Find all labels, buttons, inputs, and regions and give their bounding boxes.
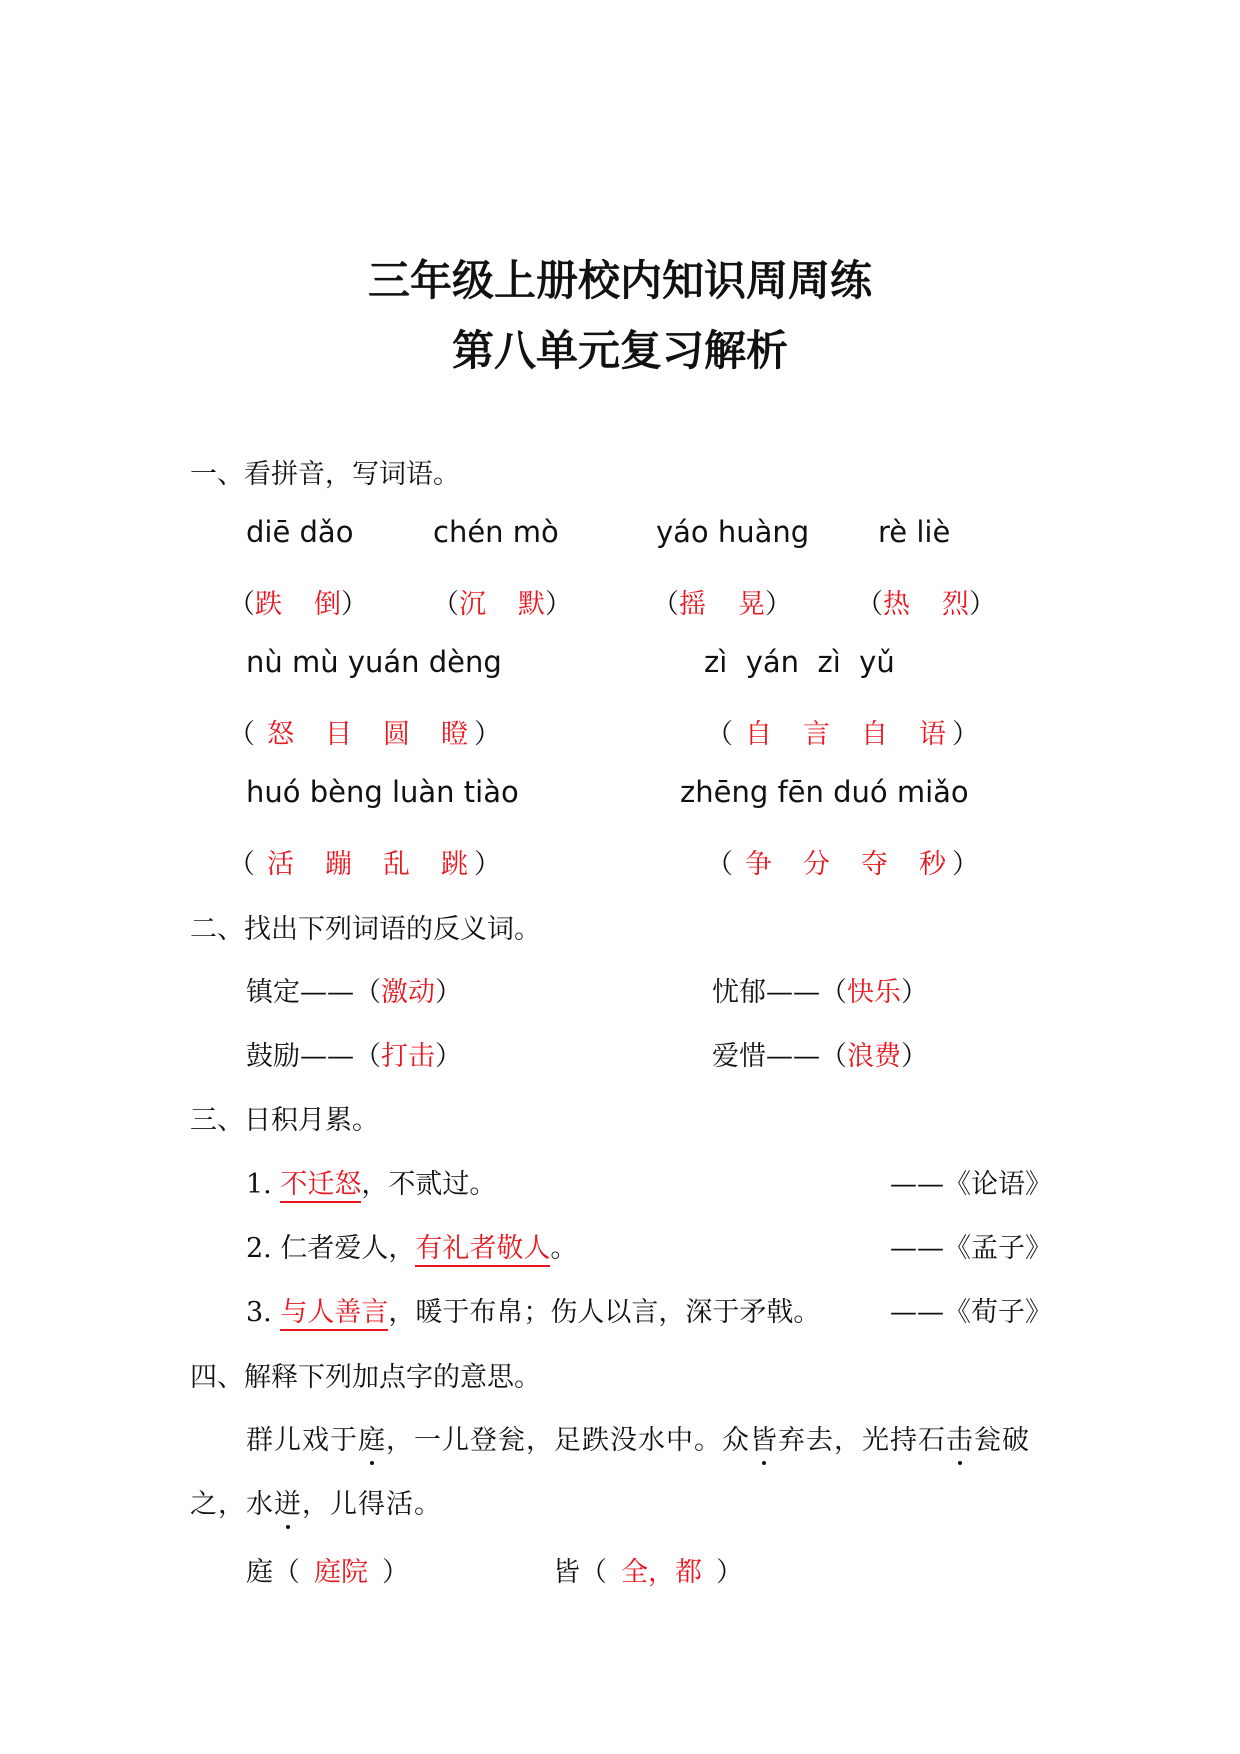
answer-char: 晃	[738, 589, 765, 620]
antonym-word: 镇定——	[246, 977, 354, 1008]
answer-char: 怒	[267, 719, 294, 750]
section4-heading: 四、解释下列加点字的意思。	[190, 1362, 541, 1393]
open-paren: （	[706, 849, 733, 880]
pinyin-4: rè liè	[878, 515, 951, 549]
quote-answer: 不迁怒	[280, 1169, 361, 1203]
answer-char: 秒	[919, 849, 946, 880]
page-subtitle: 第八单元复习解析	[451, 326, 788, 375]
open-paren: （	[706, 719, 733, 750]
pinyin-1: diē dǎo	[246, 515, 354, 549]
close-paren: ）	[435, 1041, 462, 1072]
answer-box-3	[652, 582, 792, 621]
dotted-char: 皆	[750, 1418, 778, 1457]
item-number: 2.	[246, 1233, 272, 1264]
close-paren: ）	[952, 719, 979, 750]
answer-char: 倒	[314, 589, 341, 620]
close-paren: ）	[474, 849, 501, 880]
antonym-pair-3	[246, 1034, 462, 1073]
answer-char: 圆	[383, 719, 410, 750]
answer-box-5	[228, 712, 501, 751]
meaning-2	[553, 1550, 743, 1589]
antonym-word: 忧郁——	[712, 977, 820, 1008]
pinyin-5: nù mù yuán dèng	[246, 645, 502, 679]
open-paren: （	[228, 589, 255, 620]
quote-answer: 与人善言	[280, 1297, 388, 1331]
answer-box-2	[432, 582, 572, 621]
quote-text: 仁者爱人，	[280, 1233, 416, 1264]
antonym-answer: 打击	[381, 1041, 435, 1072]
open-paren: （	[820, 977, 847, 1008]
meaning-answer: 全，都	[621, 1557, 702, 1588]
open-paren: （	[580, 1557, 607, 1588]
quote-line-1	[246, 1162, 496, 1201]
answer-char: 跌	[255, 589, 282, 620]
quote-line-2	[246, 1226, 577, 1265]
dotted-char: 击	[946, 1418, 974, 1457]
pinyin-7: huó bèng luàn tiào	[246, 775, 519, 809]
antonym-pair-2	[712, 970, 928, 1009]
answer-box-7	[228, 842, 501, 881]
item-number: 3.	[246, 1297, 272, 1328]
passage-text: 瓮破	[974, 1425, 1030, 1456]
open-paren: （	[273, 1557, 300, 1588]
passage-line-1	[246, 1418, 1030, 1457]
answer-char: 瞪	[441, 719, 468, 750]
close-paren: ）	[969, 589, 996, 620]
answer-char: 自	[861, 719, 888, 750]
open-paren: （	[820, 1041, 847, 1072]
dotted-char: 迸	[274, 1482, 302, 1521]
passage-text: 弃去，光持石	[778, 1425, 946, 1456]
quote-line-3	[246, 1290, 820, 1329]
open-paren: （	[228, 849, 255, 880]
antonym-word: 鼓励——	[246, 1041, 354, 1072]
antonym-answer: 快乐	[847, 977, 901, 1008]
open-paren: （	[856, 589, 883, 620]
answer-char: 沉	[459, 589, 486, 620]
meaning-char: 皆	[553, 1557, 580, 1588]
antonym-answer: 激动	[381, 977, 435, 1008]
section2-heading: 二、找出下列词语的反义词。	[190, 914, 541, 945]
page-title: 三年级上册校内知识周周练	[367, 256, 872, 305]
answer-char: 乱	[383, 849, 410, 880]
close-paren: ）	[474, 719, 501, 750]
antonym-word: 爱惜——	[712, 1041, 820, 1072]
open-paren: （	[432, 589, 459, 620]
answer-box-8	[706, 842, 979, 881]
quote-text: 。	[550, 1233, 578, 1264]
answer-char: 争	[745, 849, 772, 880]
close-paren: ）	[952, 849, 979, 880]
passage-text: ，一儿登瓮，足跌没水中。众	[386, 1425, 750, 1456]
answer-char: 热	[883, 589, 910, 620]
answer-char: 夺	[861, 849, 888, 880]
antonym-pair-4	[712, 1034, 928, 1073]
quote-source-3: ——《荀子》	[890, 1297, 1052, 1328]
section1-heading: 一、看拼音，写词语。	[190, 459, 460, 490]
answer-char: 言	[803, 719, 830, 750]
answer-char: 语	[919, 719, 946, 750]
answer-char: 摇	[679, 589, 706, 620]
close-paren: ）	[382, 1557, 409, 1588]
close-paren: ）	[901, 1041, 928, 1072]
pinyin-2: chén mò	[433, 515, 559, 549]
passage-text: 群儿戏于	[246, 1425, 358, 1456]
answer-char: 跳	[441, 849, 468, 880]
answer-char: 蹦	[325, 849, 352, 880]
antonym-answer: 浪费	[847, 1041, 901, 1072]
close-paren: ）	[341, 589, 368, 620]
answer-box-1	[228, 582, 368, 621]
open-paren: （	[354, 1041, 381, 1072]
antonym-pair-1	[246, 970, 462, 1009]
answer-char: 活	[267, 849, 294, 880]
answer-box-4	[856, 582, 996, 621]
pinyin-8: zhēng fēn duó miǎo	[680, 775, 969, 809]
answer-char: 默	[518, 589, 545, 620]
meaning-answer: 庭院	[314, 1557, 368, 1588]
pinyin-3: yáo huàng	[656, 515, 810, 549]
meaning-char: 庭	[246, 1557, 273, 1588]
close-paren: ）	[545, 589, 572, 620]
passage-text: 之，水	[190, 1489, 274, 1520]
answer-char: 自	[745, 719, 772, 750]
quote-source-2: ——《孟子》	[890, 1233, 1052, 1264]
answer-box-6	[706, 712, 979, 751]
pinyin-6: zì yán zì yǔ	[704, 645, 895, 679]
quote-answer: 有礼者敬人	[415, 1233, 550, 1267]
passage-line-2	[190, 1482, 442, 1521]
section3-heading: 三、日积月累。	[190, 1105, 379, 1136]
open-paren: （	[652, 589, 679, 620]
dotted-char: 庭	[358, 1418, 386, 1457]
meaning-1	[246, 1550, 409, 1589]
close-paren: ）	[716, 1557, 743, 1588]
answer-char: 分	[803, 849, 830, 880]
quote-text: ，暖于布帛；伤人以言，深于矛戟。	[388, 1297, 821, 1328]
quote-source-1: ——《论语》	[890, 1169, 1052, 1200]
close-paren: ）	[765, 589, 792, 620]
open-paren: （	[228, 719, 255, 750]
close-paren: ）	[901, 977, 928, 1008]
answer-char: 烈	[942, 589, 969, 620]
answer-char: 目	[325, 719, 352, 750]
open-paren: （	[354, 977, 381, 1008]
quote-text: ，不贰过。	[361, 1169, 497, 1200]
passage-text: ，儿得活。	[302, 1489, 442, 1520]
close-paren: ）	[435, 977, 462, 1008]
item-number: 1.	[246, 1169, 272, 1200]
